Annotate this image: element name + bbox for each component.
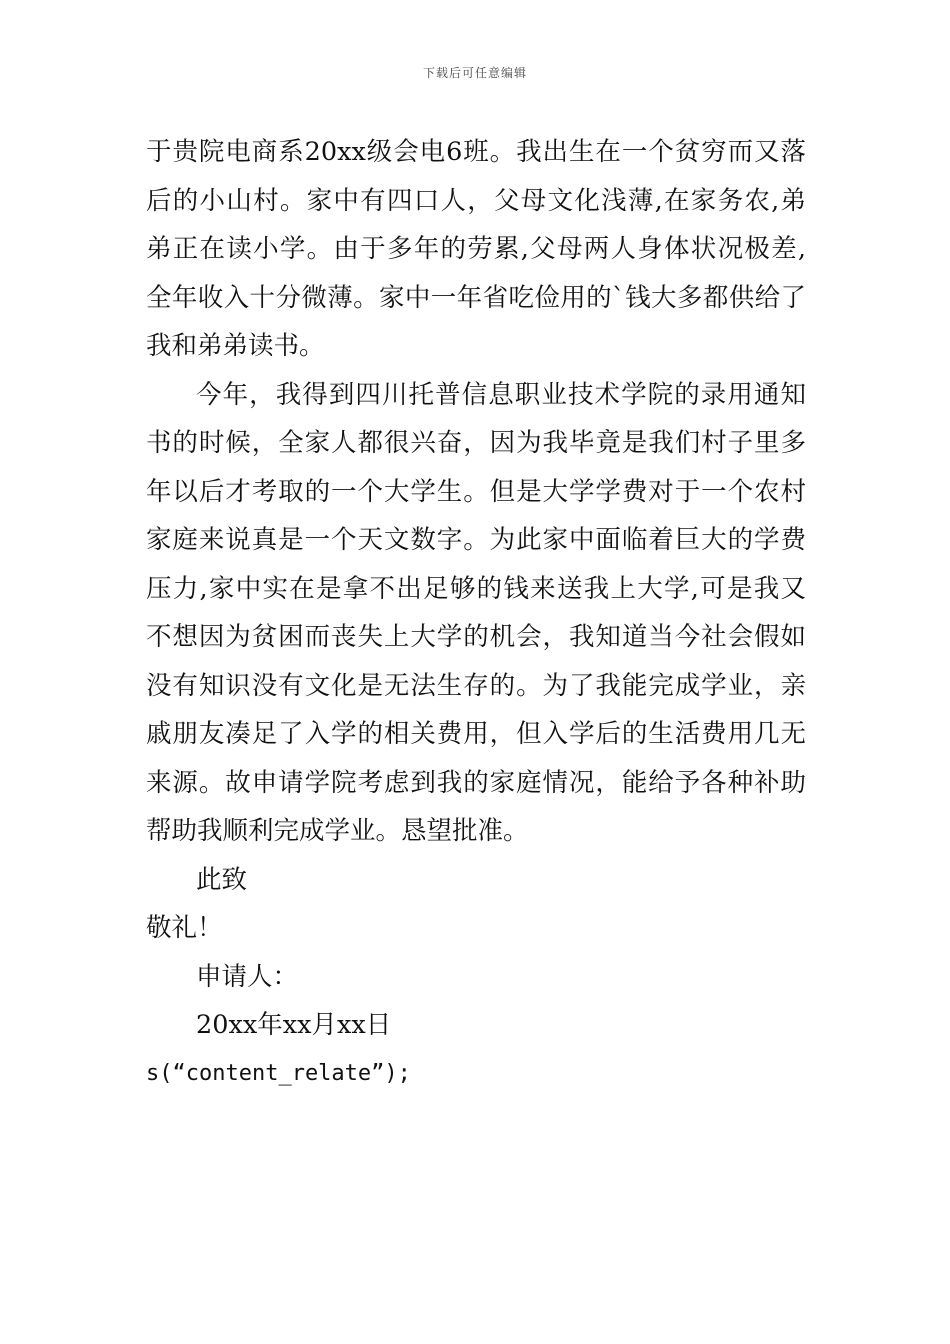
code-snippet-line: s(“content_relate”); (146, 1060, 411, 1086)
paragraph-application-reason (146, 371, 806, 856)
text-line: 弟正在读小学。由于多年的劳累,父母两人身体状况极差, (146, 234, 806, 264)
date-line: 20xx年xx月xx日 (196, 1010, 392, 1040)
text-line: 于贵院电商系20xx级会电6班。我出生在一个贫穷而又落 (146, 137, 806, 167)
text-line: 来源。故申请学院考虑到我的家庭情况，能给予各种补助 (146, 767, 806, 798)
text-line: 戚朋友凑足了入学的相关费用，但入学后的生活费用几无 (146, 719, 806, 749)
salutation: 此致 (196, 864, 248, 895)
text-line: 家庭来说真是一个天文数字。为此家中面临着巨大的学费 (146, 525, 806, 555)
text-line: 书的时候，全家人都很兴奋，因为我毕竟是我们村子里多 (146, 428, 806, 458)
text-line: 全年收入十分微薄。家中一年省吃俭用的`钱大多都供给了 (146, 282, 806, 313)
letter-closing (146, 856, 806, 1099)
applicant-label: 申请人： (196, 961, 299, 992)
text-line: 没有知识没有文化是无法生存的。为了我能完成学业，亲 (146, 670, 806, 701)
text-line: 年以后才考取的一个大学生。但是大学学费对于一个农村 (146, 476, 806, 507)
regards: 敬礼！ (146, 913, 223, 943)
page-header: 下载后可任意编辑 (422, 66, 527, 80)
text-line: 我和弟弟读书。 (146, 331, 325, 361)
text-line: 今年，我得到四川托普信息职业技术学院的录用通知 (196, 379, 806, 410)
paragraph-family-background (146, 128, 806, 371)
text-line: 后的小山村。家中有四口人，父母文化浅薄,在家务农,弟 (146, 185, 806, 216)
text-line: 不想因为贫困而丧失上大学的机会，我知道当今社会假如 (146, 622, 806, 652)
document-body (146, 128, 806, 1098)
text-line: 压力,家中实在是拿不出足够的钱来送我上大学,可是我又 (146, 573, 806, 604)
text-line: 帮助我顺利完成学业。恳望批准。 (146, 816, 529, 846)
